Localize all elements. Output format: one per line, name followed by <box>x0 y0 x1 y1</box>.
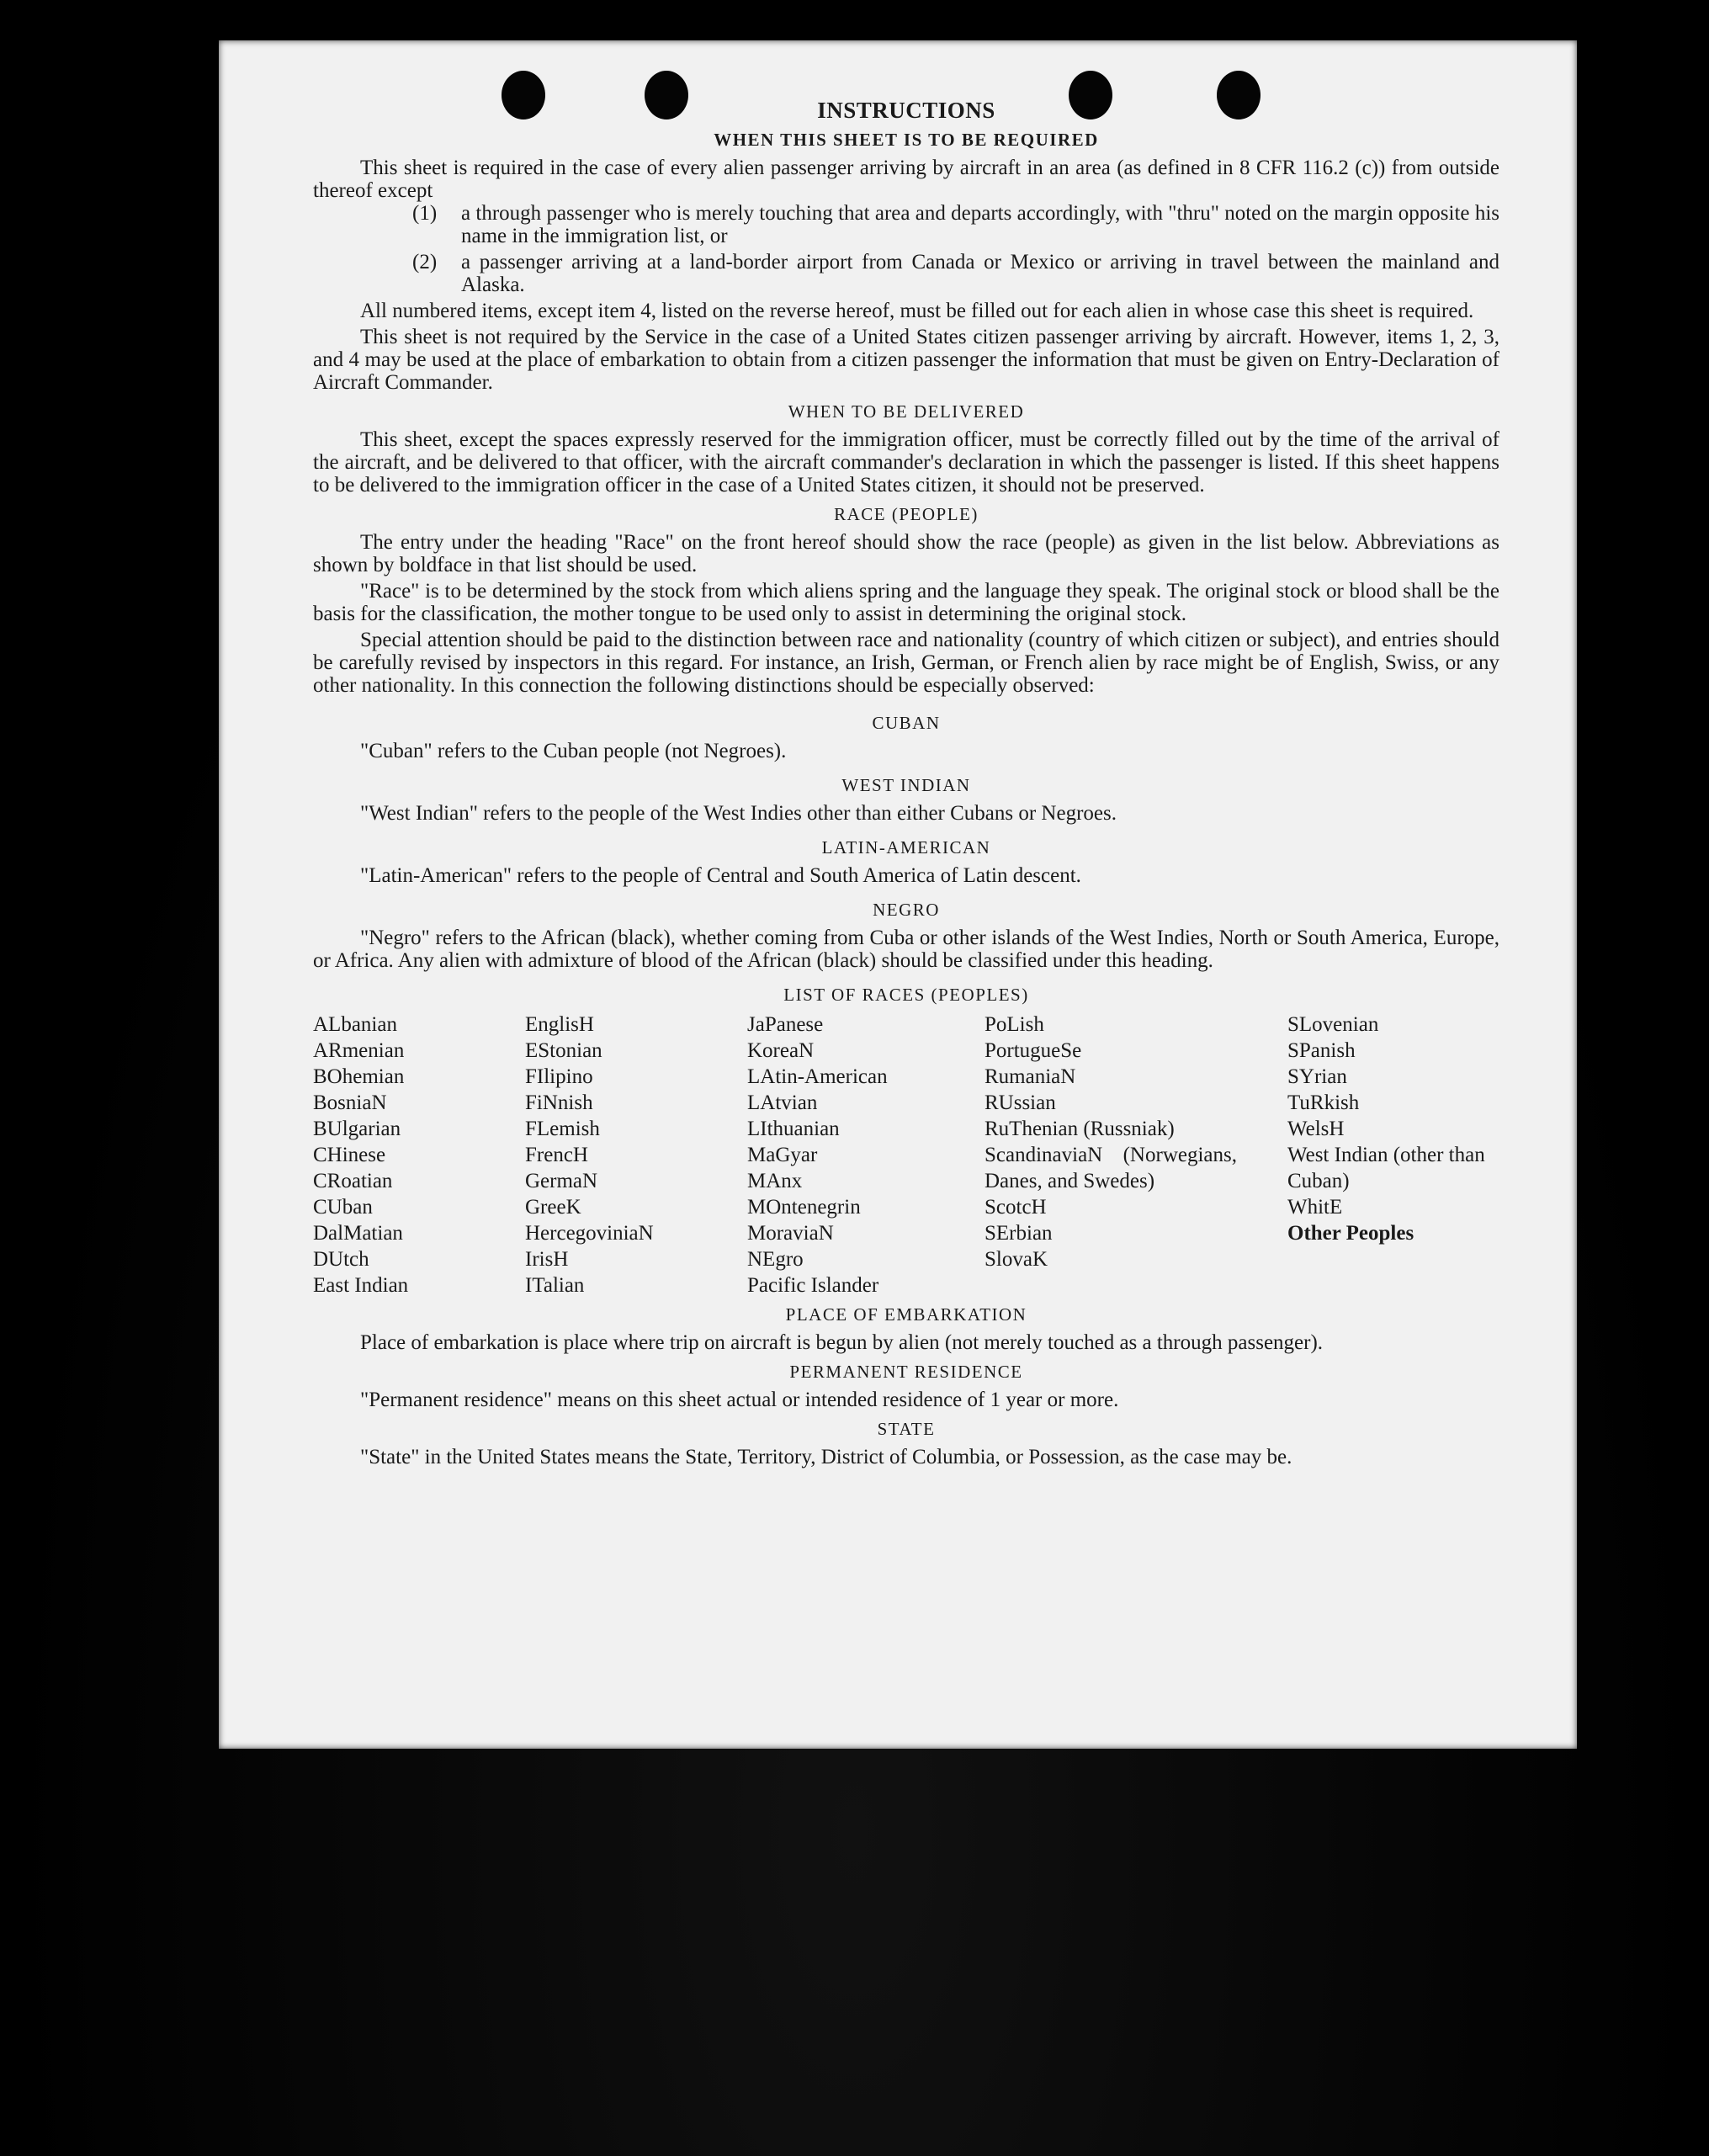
document-sheet <box>219 40 1577 1749</box>
race-item: SlovaK <box>985 1248 1048 1271</box>
page-title: INSTRUCTIONS <box>817 98 995 123</box>
race-item: MoraviaN <box>747 1222 834 1245</box>
heading-embarkation: PLACE OF EMBARKATION <box>785 1304 1027 1325</box>
race-item: PortugueSe <box>985 1039 1082 1062</box>
race-item: RumaniaN <box>985 1065 1076 1088</box>
race-item: EnglisH <box>525 1013 594 1036</box>
race-item: ScandinaviaN (Norwegians, Danes, and Swedes) <box>985 1144 1237 1192</box>
heading-west-indian: WEST INDIAN <box>841 775 971 795</box>
race-item: ARmenian <box>313 1039 405 1062</box>
race-item: MOntenegrin <box>747 1196 861 1219</box>
race-item: KoreaN <box>747 1039 815 1062</box>
heading-list-of-races: LIST OF RACES (PEOPLES) <box>783 985 1029 1005</box>
race-item: SYrian <box>1287 1065 1347 1088</box>
race-item: West Indian (other than Cuban) <box>1287 1144 1485 1192</box>
races-column-3 <box>747 1012 985 1298</box>
when-delivered-text: This sheet, except the spaces expressly reserved for the immigration officer, must be correctly filled out by the time of the arrival of the aircraft, and be delivered to that officer, with the aircraft commander's declaration in which the passenger is listed. If this sheet happens to be delivered to the immigration officer in the case of a United States citizen, it should not be preserved. <box>313 428 1499 497</box>
race-item: CUban <box>313 1196 373 1219</box>
embarkation-text: Place of embarkation is place where trip on aircraft is begun by alien (not merely touched as a through passenger). <box>360 1331 1324 1354</box>
race-item: FLemish <box>525 1118 600 1140</box>
race-para2: "Race" is to be determined by the stock from which aliens spring and the language they speak. The original stock or blood shall be the basis for the classification, the mother tongue to be used only to assist in determining the original stock. <box>313 580 1499 625</box>
race-item: ITalian <box>525 1274 585 1297</box>
race-item: BUlgarian <box>313 1118 401 1140</box>
race-item: WhitE <box>1287 1196 1343 1219</box>
race-item: TuRkish <box>1287 1091 1360 1114</box>
races-list <box>313 1012 1499 1298</box>
when-required-intro: This sheet is required in the case of every alien passenger arriving by aircraft in an area (as defined in 8 CFR 116.2 (c)) from outside thereof except <box>313 157 1499 202</box>
race-item: EStonian <box>525 1039 602 1062</box>
race-para3: Special attention should be paid to the distinction between race and nationality (country of which citizen or subject), and entries should be carefully revised by inspectors in this regard. For instance, an Irish, German, or French alien by race might be of English, Swiss, or any other nationality. In this connection the following distinctions should be especially observed: <box>313 629 1499 697</box>
when-required-para3: This sheet is not required by the Service in the case of a United States citizen passenger arriving by aircraft. However, items 1, 2, 3, and 4 may be used at the place of embarkation to obtain from a citizen passenger the information that must be given on Entry-Declaration of Aircraft Commander. <box>313 326 1499 394</box>
race-item: East Indian <box>313 1274 409 1297</box>
race-item: CRoatian <box>313 1170 393 1192</box>
latin-american-text: "Latin-American" refers to the people of Central and South America of Latin descent. <box>360 864 1081 887</box>
heading-when-required: WHEN THIS SHEET IS TO BE REQUIRED <box>714 130 1099 150</box>
when-required-para2: All numbered items, except item 4, listed on the reverse hereof, must be filled out for each alien in whose case this sheet is required. <box>360 300 1474 322</box>
heading-when-delivered: WHEN TO BE DELIVERED <box>788 401 1025 422</box>
instructions-content <box>313 99 1499 1468</box>
race-item: GermaN <box>525 1170 598 1192</box>
race-item: FIlipino <box>525 1065 593 1088</box>
exception-item <box>412 202 1499 247</box>
race-item: GreeK <box>525 1196 581 1219</box>
exception-item <box>412 251 1499 296</box>
heading-cuban: CUBAN <box>872 713 941 733</box>
race-item: SPanish <box>1287 1039 1356 1062</box>
state-text: "State" in the United States means the State, Territory, District of Columbia, or Possession, as the case may be. <box>360 1446 1292 1468</box>
race-item: PoLish <box>985 1013 1044 1036</box>
exception-number: (2) <box>412 251 438 273</box>
race-item: BOhemian <box>313 1065 405 1088</box>
race-item: MAnx <box>747 1170 803 1192</box>
race-item: HercegoviniaN <box>525 1222 654 1245</box>
west-indian-text: "West Indian" refers to the people of the West Indies other than either Cubans or Negroes. <box>360 802 1117 825</box>
heading-race: RACE (PEOPLE) <box>834 504 979 524</box>
race-item: ALbanian <box>313 1013 397 1036</box>
races-column-4 <box>985 1012 1287 1298</box>
race-item: IrisH <box>525 1248 569 1271</box>
heading-state: STATE <box>877 1419 936 1439</box>
race-item: SLovenian <box>1287 1013 1379 1036</box>
exception-number: (1) <box>412 202 438 225</box>
permanent-residence-text: "Permanent residence" means on this sheet actual or intended residence of 1 year or more. <box>360 1389 1119 1411</box>
race-item: RUssian <box>985 1091 1056 1114</box>
race-item: LIthuanian <box>747 1118 840 1140</box>
races-column-1 <box>313 1012 525 1298</box>
heading-negro: NEGRO <box>873 900 940 920</box>
race-item: SErbian <box>985 1222 1053 1245</box>
race-item: NEgro <box>747 1248 804 1271</box>
negro-text: "Negro" refers to the African (black), whether coming from Cuba or other islands of the West Indies, North or South America, Europe, or Africa. Any alien with admixture of blood of the African (black) should be classified under this heading. <box>313 927 1499 972</box>
race-item: FrencH <box>525 1144 588 1166</box>
race-item: RuThenian (Russniak) <box>985 1118 1175 1140</box>
race-item: Pacific Islander <box>747 1274 879 1297</box>
race-item: DUtch <box>313 1248 369 1271</box>
races-column-2 <box>525 1012 747 1298</box>
race-item: LAtvian <box>747 1091 818 1114</box>
race-item: MaGyar <box>747 1144 818 1166</box>
race-item: CHinese <box>313 1144 386 1166</box>
race-para1: The entry under the heading "Race" on the front hereof should show the race (people) as given in the list below. Abbreviations as shown by boldface in that list should be used. <box>313 531 1499 576</box>
race-item: LAtin-American <box>747 1065 888 1088</box>
races-column-5 <box>1287 1012 1499 1298</box>
race-item: BosniaN <box>313 1091 387 1114</box>
exception-text: a passenger arriving at a land-border airport from Canada or Mexico or arriving in travel between the mainland and Alaska. <box>461 251 1499 296</box>
heading-latin-american: LATIN-AMERICAN <box>821 837 991 858</box>
race-item: ScotcH <box>985 1196 1047 1219</box>
heading-permanent-residence: PERMANENT RESIDENCE <box>789 1362 1023 1382</box>
race-item: WelsH <box>1287 1118 1345 1140</box>
race-item: JaPanese <box>747 1013 824 1036</box>
race-item: Other Peoples <box>1287 1222 1414 1245</box>
cuban-text: "Cuban" refers to the Cuban people (not Negroes). <box>360 740 787 762</box>
race-item: DalMatian <box>313 1222 403 1245</box>
exception-text: a through passenger who is merely touching that area and departs accordingly, with "thru" noted on the margin opposite his name in the immigration list, or <box>461 202 1499 247</box>
race-item: FiNnish <box>525 1091 593 1114</box>
